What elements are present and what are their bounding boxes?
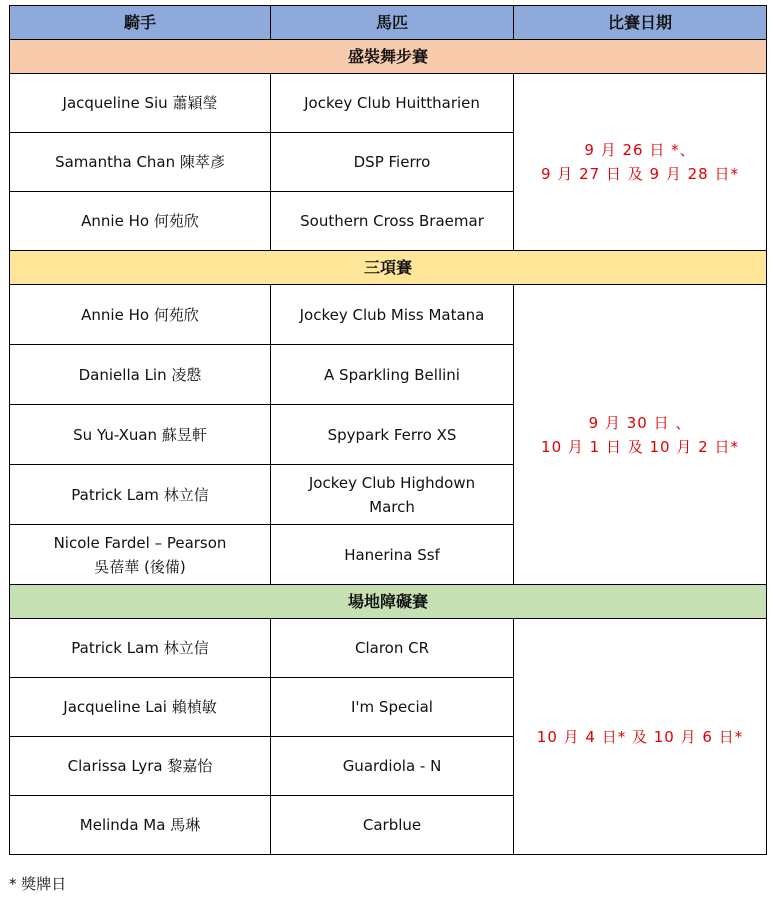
horse-cell: Jockey Club Highdown March	[271, 465, 514, 525]
rider-cell: Nicole Fardel – Pearson 吳蓓華 (後備)	[10, 525, 271, 585]
rider-cell: Jacqueline Lai 賴楨敏	[10, 678, 271, 737]
section-title: 場地障礙賽	[10, 585, 767, 619]
rider-cell: Melinda Ma 馬琳	[10, 796, 271, 855]
section-jumping	[10, 585, 767, 619]
table-row	[10, 619, 767, 678]
rider-cell: Annie Ho 何苑欣	[10, 285, 271, 345]
section-eventing	[10, 251, 767, 285]
horse-cell: Jockey Club Huittharien	[271, 74, 514, 133]
dates-cell	[514, 74, 767, 251]
dates-cell	[514, 285, 767, 585]
section-title: 三項賽	[10, 251, 767, 285]
rider-cell: Jacqueline Siu 蕭穎瑩	[10, 74, 271, 133]
rider-cell: Samantha Chan 陳萃彥	[10, 133, 271, 192]
rider-cell: Annie Ho 何苑欣	[10, 192, 271, 251]
rider-cell: Daniella Lin 凌慇	[10, 345, 271, 405]
header-rider: 騎手	[10, 6, 271, 40]
horse-cell: DSP Fierro	[271, 133, 514, 192]
section-dressage	[10, 40, 767, 74]
date-line: 9 月 30 日 、	[588, 413, 692, 432]
date-line: 10 月 1 日 及 10 月 2 日*	[541, 437, 739, 456]
rider-cell: Clarissa Lyra 黎嘉怡	[10, 737, 271, 796]
rider-cell: Patrick Lam 林立信	[10, 619, 271, 678]
date-line: 10 月 4 日* 及 10 月 6 日*	[536, 727, 744, 746]
dates-cell	[514, 619, 767, 855]
horse-cell: Jockey Club Miss Matana	[271, 285, 514, 345]
section-title: 盛裝舞步賽	[10, 40, 767, 74]
horse-cell: Claron CR	[271, 619, 514, 678]
table-row	[10, 285, 767, 345]
table-row	[10, 74, 767, 133]
horse-cell: I'm Special	[271, 678, 514, 737]
rider-cell: Su Yu-Xuan 蘇昱軒	[10, 405, 271, 465]
horse-cell: Guardiola - N	[271, 737, 514, 796]
horse-cell: Hanerina Ssf	[271, 525, 514, 585]
horse-cell: Carblue	[271, 796, 514, 855]
horse-cell: Southern Cross Braemar	[271, 192, 514, 251]
header-horse: 馬匹	[271, 6, 514, 40]
schedule-table	[9, 5, 767, 855]
header-dates: 比賽日期	[514, 6, 767, 40]
date-line: 9 月 27 日 及 9 月 28 日*	[541, 165, 739, 183]
footnote: * 獎牌日	[9, 875, 67, 893]
rider-cell: Patrick Lam 林立信	[10, 465, 271, 525]
horse-cell: A Sparkling Bellini	[271, 345, 514, 405]
horse-cell: Spypark Ferro XS	[271, 405, 514, 465]
header-row	[10, 6, 767, 40]
date-line: 9 月 26 日 *、	[584, 141, 696, 159]
